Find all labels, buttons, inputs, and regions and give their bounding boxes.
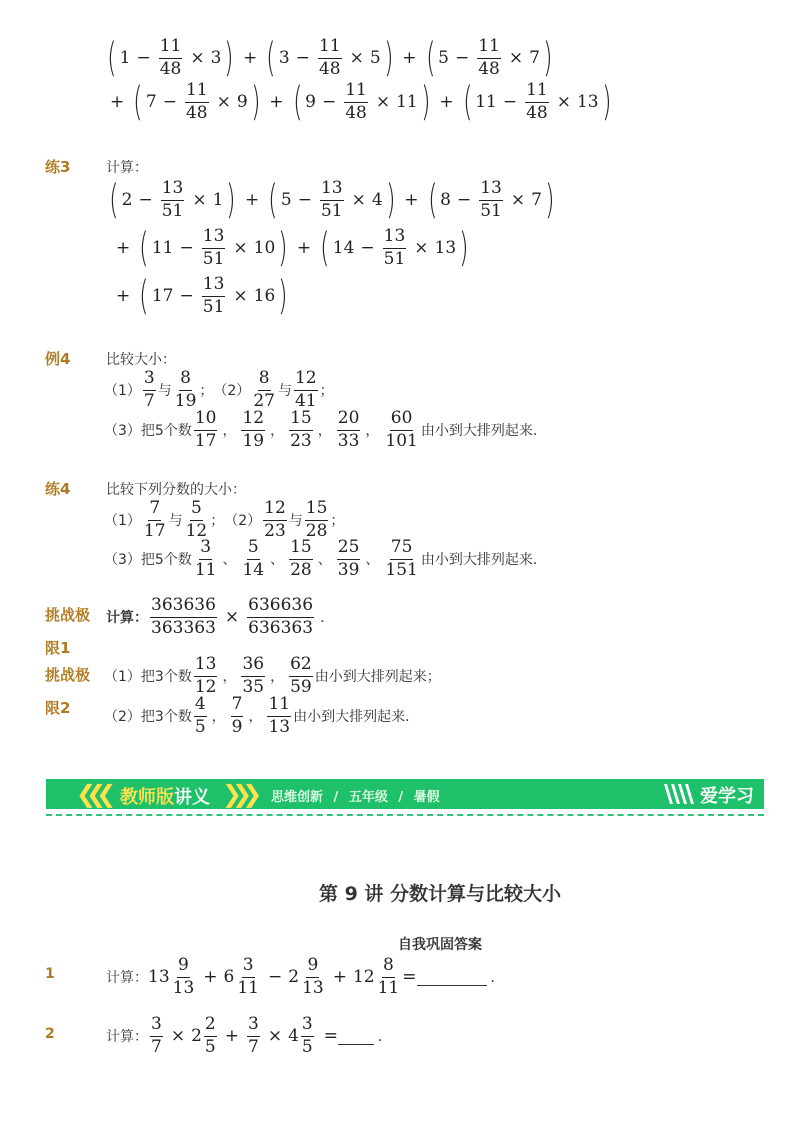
banner-title-part-1: 教师版: [120, 787, 174, 808]
fraction: [383, 228, 407, 269]
exercise-4-part-1-2: [104, 500, 344, 541]
minus-sign: −: [297, 190, 312, 211]
fraction: [337, 539, 361, 580]
denominator: 23: [290, 430, 312, 451]
minus-sign: −: [136, 48, 151, 69]
right-chevrons-icon: ❯❯❯: [222, 780, 253, 808]
paren-term: [425, 177, 558, 224]
section-title: 自我巩固答案: [398, 937, 482, 953]
tail-text: 由小到大排列起来．: [420, 552, 547, 569]
separator: 、: [222, 552, 237, 569]
equals-sign: =: [402, 967, 417, 988]
numerator: 13: [161, 180, 185, 201]
exercise-3-line-3: [110, 273, 291, 320]
numerator: 10: [194, 410, 218, 431]
separator: ，: [211, 709, 226, 726]
plus-sign: +: [116, 286, 131, 307]
denominator: 48: [526, 102, 548, 123]
times-sign: ×: [192, 190, 207, 211]
plus-sign: +: [439, 92, 454, 113]
minus-sign: −: [268, 967, 283, 988]
denominator: 9: [231, 716, 243, 737]
answer-blank[interactable]: [338, 1028, 374, 1045]
denominator: 14: [242, 559, 265, 580]
denominator: 51: [161, 200, 184, 221]
minuend: 8: [440, 190, 451, 211]
equals-sign: =: [323, 1026, 338, 1047]
denominator: 48: [345, 102, 367, 123]
minuend: 11: [151, 238, 174, 259]
fraction: [318, 38, 342, 79]
left-paren: (: [139, 273, 149, 320]
question-2-intro: 计算：: [106, 1029, 148, 1046]
plus-sign: +: [243, 48, 258, 69]
fraction: $\frac{3}{7}$: [143, 368, 155, 411]
left-paren: (: [109, 177, 119, 224]
left-paren: (: [427, 177, 438, 224]
separator: 、: [270, 552, 285, 569]
yu-text: 与: [288, 513, 303, 530]
left-chevrons-icon: ❮❮❮: [76, 780, 107, 808]
yu-text: 与: [168, 513, 183, 530]
fraction: [267, 696, 291, 737]
denominator: 51: [202, 296, 225, 317]
right-paren: ): [278, 273, 288, 320]
fraction: [337, 410, 361, 451]
numerator: 3: [199, 539, 212, 560]
separator: ，: [222, 669, 237, 686]
answer-blank[interactable]: [417, 969, 487, 986]
right-paren: ): [250, 79, 261, 126]
paren-term: [104, 35, 237, 82]
fraction: [194, 539, 218, 580]
denominator: 12: [194, 676, 217, 697]
part-tag: （2）把3个数: [104, 709, 192, 726]
part-2-tag: （2）: [224, 513, 262, 530]
multiplier: 3: [210, 48, 222, 69]
exercise-3-label: 练3: [45, 158, 71, 176]
minus-sign: −: [138, 190, 153, 211]
times-sign: ×: [170, 1026, 186, 1047]
minuend: 14: [332, 238, 355, 259]
question-2-number: 2: [45, 1026, 55, 1042]
separator: ；: [330, 513, 345, 530]
separator: ；: [210, 513, 225, 530]
fraction: [159, 38, 183, 79]
times-sign: ×: [224, 607, 240, 628]
numerator: 15: [289, 410, 313, 431]
period: ．: [377, 1029, 392, 1046]
plus-sign: +: [245, 190, 260, 211]
separator: 、: [365, 552, 380, 569]
fraction: $\frac{12}{41}$: [294, 368, 317, 411]
right-paren: ): [420, 79, 431, 126]
numerator: 13: [194, 656, 218, 677]
challenge-1-expr: [106, 597, 334, 638]
minus-sign: −: [321, 92, 337, 113]
right-paren: ): [545, 177, 555, 224]
minuend: 17: [151, 286, 174, 307]
denominator: 19: [242, 430, 265, 451]
right-paren: ): [385, 177, 396, 224]
whole-number: 2: [191, 1026, 202, 1047]
plus-sign: +: [404, 190, 419, 211]
breadcrumb-separator: /: [398, 790, 404, 805]
yu-text: 与: [157, 383, 172, 400]
separator: ；: [199, 383, 214, 400]
separator: ，: [248, 709, 263, 726]
lecture-title: 第 9 讲 分数计算与比较大小: [318, 883, 562, 905]
multiplier: 4: [371, 190, 383, 211]
fraction: $\frac{8}{19}$: [174, 368, 197, 411]
challenge-2-label-b: 限2: [45, 699, 71, 717]
challenge-1-label-b: 限1: [45, 639, 71, 657]
numerator: 36: [241, 656, 265, 677]
fraction: $\frac{2}{5}$: [204, 1014, 216, 1057]
fraction: [194, 410, 218, 451]
brand-logo-icon: [662, 782, 698, 810]
paren-term: [106, 177, 239, 224]
denominator: 51: [480, 200, 502, 221]
challenge-2-label-a: 挑战极: [45, 666, 91, 684]
exercise-3-line-2: [110, 225, 472, 272]
right-paren: ): [543, 35, 553, 82]
fraction: $\frac{8}{27}$: [253, 368, 275, 411]
fraction: $\frac{363636}{363363}$: [151, 595, 216, 638]
paren-term: [290, 79, 434, 126]
paren-term: [423, 35, 556, 82]
minus-sign: −: [502, 92, 518, 113]
times-sign: ×: [233, 238, 248, 259]
tail-text: 由小到大排列起来．: [293, 709, 420, 726]
example-4-label: 例4: [45, 350, 71, 368]
top-expr-line-2: [104, 79, 614, 126]
banner-divider: [46, 814, 764, 816]
whole-number: 13: [148, 967, 170, 988]
part-1-tag: （1）: [104, 513, 141, 530]
times-sign: ×: [510, 190, 526, 211]
part-tag: （3）把5个数: [104, 423, 192, 440]
left-paren: (: [133, 79, 143, 126]
denominator: 13: [268, 716, 291, 737]
paren-term: [265, 177, 398, 224]
exercise-4-part-3: [104, 539, 547, 580]
multiplier: 13: [576, 92, 599, 113]
part-tag: （3）把5个数: [104, 552, 192, 569]
multiplier: 13: [434, 238, 457, 259]
whole-number: 12: [352, 967, 375, 988]
paren-term: [136, 273, 291, 320]
times-sign: ×: [190, 48, 205, 69]
numerator: 5: [247, 539, 260, 560]
minuend: 5: [280, 190, 292, 211]
plus-sign: +: [116, 238, 131, 259]
plus-sign: +: [269, 92, 284, 113]
example-4-part-3: [104, 410, 547, 451]
multiplier: 10: [253, 238, 276, 259]
minus-sign: −: [162, 92, 177, 113]
breadcrumb-item: 五年级: [348, 790, 388, 805]
teacher-edition-banner: [46, 779, 764, 809]
times-sign: ×: [216, 92, 231, 113]
fraction: [241, 656, 265, 697]
numerator: 11: [477, 38, 501, 59]
minus-sign: −: [295, 48, 310, 69]
fraction: [344, 82, 368, 123]
multiplier: 9: [236, 92, 248, 113]
numerator: 13: [320, 180, 344, 201]
separator: ，: [270, 423, 285, 440]
numerator: 13: [202, 276, 226, 297]
paren-term: [130, 79, 263, 126]
breadcrumb-item: 暑假: [413, 790, 440, 805]
numerator: 11: [344, 82, 368, 103]
times-sign: ×: [556, 92, 571, 113]
fraction: $\frac{7}{17}$: [143, 498, 166, 541]
multiplier: 7: [531, 190, 542, 211]
right-paren: ): [383, 35, 394, 82]
separator: ，: [270, 669, 285, 686]
multiplier: 11: [396, 92, 418, 113]
denominator: 101: [385, 430, 418, 451]
fraction: [384, 539, 418, 580]
fraction: $\frac{3}{11}$: [237, 955, 259, 998]
left-paren: (: [268, 177, 278, 224]
fraction: $\frac{8}{11}$: [377, 955, 400, 998]
right-paren: ): [459, 225, 469, 272]
fraction: [194, 656, 218, 697]
times-sign: ×: [414, 238, 429, 259]
denominator: 48: [318, 58, 341, 79]
plus-sign: +: [110, 92, 125, 113]
exercise-3-line-1: [106, 177, 558, 224]
denominator: 51: [202, 248, 225, 269]
period: ．: [320, 610, 335, 627]
numerator: 11: [267, 696, 291, 717]
paren-term: [136, 225, 291, 272]
numerator: 20: [337, 410, 361, 431]
denominator: 48: [478, 58, 500, 79]
times-sign: ×: [233, 286, 248, 307]
denominator: 35: [242, 676, 265, 697]
exercise-3-intro: 计算：: [106, 160, 148, 176]
times-sign: ×: [375, 92, 391, 113]
multiplier: 16: [253, 286, 276, 307]
tail-text: 由小到大排列起来；: [314, 669, 441, 686]
plus-sign: +: [296, 238, 312, 259]
minus-sign: −: [179, 238, 194, 259]
numerator: 7: [231, 696, 244, 717]
numerator: 12: [241, 410, 265, 431]
paren-term: [460, 79, 615, 126]
times-sign: ×: [508, 48, 524, 69]
separator: 、: [317, 552, 332, 569]
denominator: 51: [320, 200, 343, 221]
minuend: 9: [305, 92, 316, 113]
numerator: 13: [383, 228, 407, 249]
fraction: $\frac{3}{7}$: [247, 1014, 259, 1057]
top-expr-line-1: [104, 35, 556, 82]
fraction: $\frac{636636}{636363}$: [248, 595, 314, 638]
fraction: [185, 82, 209, 123]
fraction: $\frac{15}{28}$: [305, 498, 328, 541]
fraction: $\frac{3}{7}$: [151, 1014, 162, 1057]
minuend: 3: [278, 48, 290, 69]
numerator: 60: [390, 410, 414, 431]
fraction: [289, 410, 313, 451]
fraction: $\frac{5}{12}$: [185, 498, 208, 541]
right-paren: ): [601, 79, 612, 126]
fraction: [525, 82, 549, 123]
denominator: 48: [159, 58, 182, 79]
multiplier: 7: [529, 48, 540, 69]
challenge-1-label-a: 挑战极: [45, 606, 91, 624]
times-sign: ×: [267, 1026, 283, 1047]
breadcrumb-item: 思维创新: [271, 790, 324, 805]
times-sign: ×: [349, 48, 364, 69]
minuend: 1: [119, 48, 131, 69]
period: ．: [490, 970, 505, 987]
banner-title-part-2: 讲义: [174, 787, 210, 808]
multiplier: 5: [369, 48, 381, 69]
part-2-tag: （2）: [213, 383, 251, 400]
whole-number: 4: [288, 1026, 299, 1047]
denominator: 33: [337, 430, 360, 451]
denominator: 11: [194, 559, 217, 580]
separator: ，: [317, 423, 332, 440]
banner-breadcrumb: [271, 786, 440, 805]
fraction: $\frac{9}{13}$: [302, 955, 324, 998]
fraction: [194, 696, 207, 737]
denominator: 59: [290, 676, 312, 697]
challenge-2-part-1: [104, 656, 441, 697]
denominator: 39: [337, 559, 360, 580]
denominator: 151: [385, 559, 418, 580]
separator: ，: [222, 423, 237, 440]
numerator: 13: [202, 228, 226, 249]
fraction: [384, 410, 418, 451]
fraction: [320, 180, 344, 221]
multiplier: 1: [212, 190, 224, 211]
right-paren: ): [226, 177, 236, 224]
denominator: 48: [185, 102, 208, 123]
minus-sign: −: [179, 286, 194, 307]
whole-number: 6: [223, 967, 235, 988]
fraction: [202, 228, 226, 269]
separator: ；: [319, 383, 334, 400]
minus-sign: −: [360, 238, 375, 259]
left-paren: (: [107, 35, 117, 82]
tail-text: 由小到大排列起来．: [420, 423, 547, 440]
denominator: 51: [383, 248, 406, 269]
fraction: [161, 180, 185, 221]
numerator: 62: [289, 656, 313, 677]
minuend: 7: [145, 92, 157, 113]
fraction: [289, 539, 313, 580]
fraction: [479, 180, 503, 221]
minus-sign: −: [454, 48, 470, 69]
whole-number: 2: [288, 967, 300, 988]
fraction: $\frac{9}{13}$: [172, 955, 195, 998]
numerator: 75: [390, 539, 414, 560]
brand-name: 爱学习: [700, 786, 754, 807]
fraction: $\frac{3}{5}$: [301, 1014, 313, 1057]
right-paren: ): [224, 35, 234, 82]
minuend: 2: [121, 190, 133, 211]
left-paren: (: [320, 225, 330, 272]
breadcrumb-separator: /: [333, 790, 339, 805]
fraction: [231, 696, 244, 737]
question-1-expr: [106, 957, 505, 998]
part-1-tag: （1）: [104, 383, 141, 400]
paren-term: [263, 35, 396, 82]
banner-title: [120, 783, 210, 809]
right-paren: ): [278, 225, 288, 272]
left-paren: (: [266, 35, 276, 82]
numerator: 15: [289, 539, 313, 560]
fraction: [241, 410, 265, 451]
example-4-part-1-2: [104, 370, 334, 411]
fraction: [202, 276, 226, 317]
paren-term: [317, 225, 472, 272]
minus-sign: −: [456, 190, 472, 211]
yu-text: 与: [277, 383, 292, 400]
challenge-1-intro: 计算：: [106, 610, 148, 627]
question-1-intro: 计算：: [106, 970, 148, 987]
denominator: 5: [194, 716, 206, 737]
denominator: 28: [290, 559, 312, 580]
times-sign: ×: [351, 190, 366, 211]
separator: ，: [365, 423, 380, 440]
plus-sign: +: [402, 48, 417, 69]
left-paren: (: [292, 79, 303, 126]
fraction: [477, 38, 501, 79]
minuend: 5: [438, 48, 449, 69]
numerator: 11: [525, 82, 549, 103]
numerator: 4: [194, 696, 207, 717]
part-tag: （1）把3个数: [104, 669, 192, 686]
left-paren: (: [462, 79, 473, 126]
challenge-2-part-2: [104, 696, 419, 737]
numerator: 11: [159, 38, 183, 59]
numerator: 11: [318, 38, 342, 59]
plus-sign: +: [332, 967, 347, 988]
left-paren: (: [139, 225, 149, 272]
plus-sign: +: [203, 967, 218, 988]
question-1-number: 1: [45, 966, 55, 982]
fraction: [241, 539, 265, 580]
denominator: 17: [194, 430, 217, 451]
example-4-intro: 比较大小：: [106, 352, 176, 368]
fraction: [289, 656, 313, 697]
numerator: 11: [185, 82, 209, 103]
numerator: 13: [479, 180, 503, 201]
minuend: 11: [475, 92, 497, 113]
exercise-4-intro: 比较下列分数的大小：: [106, 482, 246, 498]
question-2-expr: [106, 1016, 392, 1057]
numerator: 25: [337, 539, 361, 560]
exercise-4-label: 练4: [45, 480, 71, 498]
fraction: $\frac{12}{23}$: [264, 498, 286, 541]
left-paren: (: [425, 35, 436, 82]
plus-sign: +: [224, 1026, 239, 1047]
